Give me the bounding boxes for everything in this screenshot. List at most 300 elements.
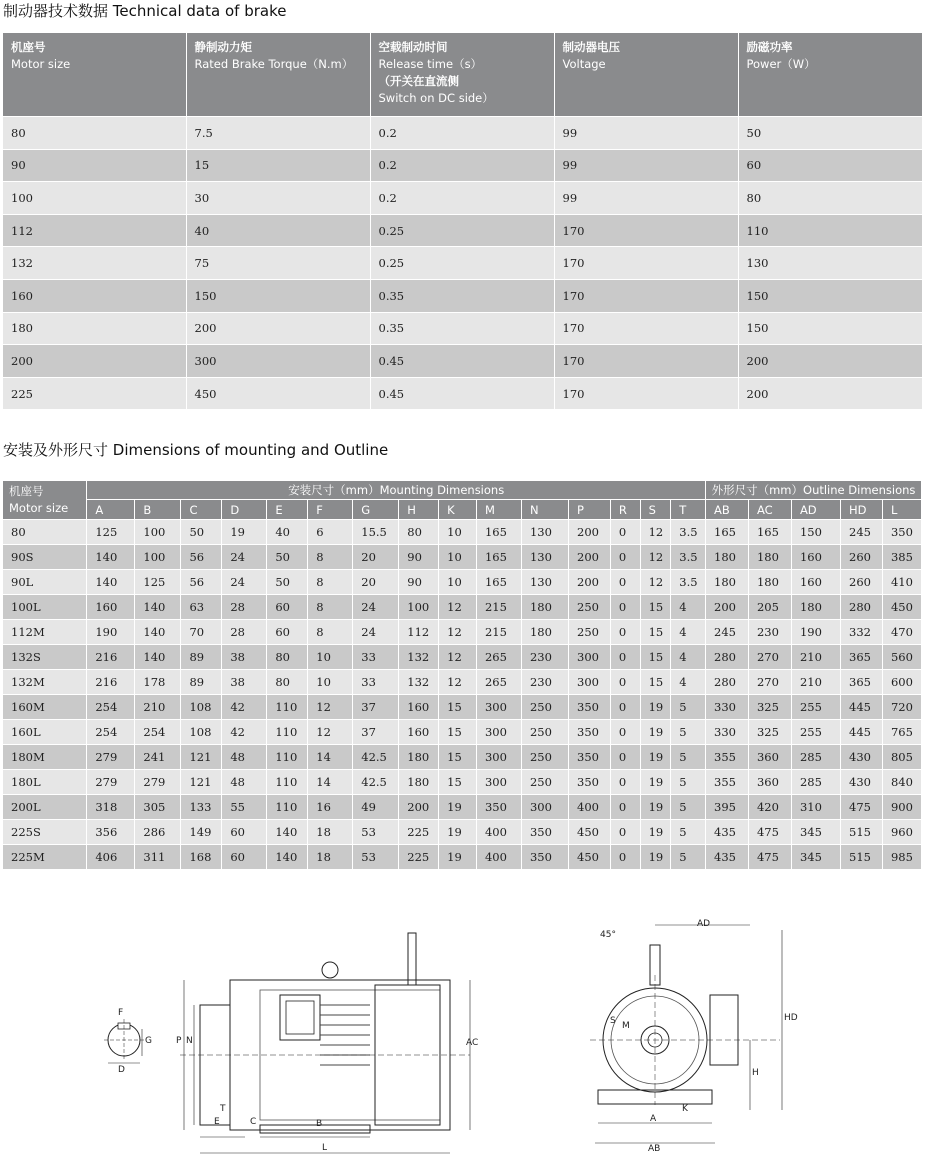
dim-cell: 430 [841,770,883,795]
brake-cell: 0.25 [370,247,554,280]
dim-cell: 360 [748,770,791,795]
dim-cell: 100 [135,520,181,545]
dim-cell: 168 [181,845,222,870]
label-B: B [316,1119,323,1129]
dim-cell: 900 [882,795,921,820]
brake-data-heading: 制动器技术数据 Technical data of brake [3,2,287,20]
brake-cell: 90 [3,149,186,182]
dim-cell: 133 [181,795,222,820]
label-N: N [186,1036,193,1046]
brake-row [3,247,922,280]
dim-cell: 0 [610,595,640,620]
dim-cell: 10 [439,545,477,570]
brake-row [3,312,922,345]
dim-cell: 210 [791,670,840,695]
dim-row [3,795,922,820]
dim-cell: 3.5 [671,520,706,545]
dim-cell: 12 [439,620,477,645]
dim-column-header: AD [791,500,840,520]
brake-cell: 75 [186,247,370,280]
brake-cell: 170 [554,247,738,280]
brake-cell: 200 [738,345,922,378]
dim-cell: 165 [476,545,521,570]
dim-cell: 960 [882,820,921,845]
brake-cell: 0.25 [370,214,554,247]
brake-cell: 170 [554,312,738,345]
dim-cell: 37 [353,695,399,720]
dim-cell: 180 [521,595,568,620]
brake-cell: 99 [554,149,738,182]
dim-cell: 19 [640,720,671,745]
dim-cell: 0 [610,670,640,695]
dim-cell: 160 [791,570,840,595]
dim-cell: 400 [569,795,611,820]
brake-cell: 110 [738,214,922,247]
brake-cell: 150 [186,279,370,312]
brake-cell: 170 [554,214,738,247]
brake-cell: 60 [738,149,922,182]
dim-cell: 365 [841,670,883,695]
dim-cell: 165 [476,520,521,545]
dim-cell: 254 [87,720,135,745]
brake-cell: 300 [186,345,370,378]
label-angle: 45° [600,930,616,940]
dim-cell: 330 [706,695,749,720]
dim-cell: 180L [3,770,87,795]
dim-row [3,620,922,645]
dim-cell: 0 [610,795,640,820]
dim-cell: 420 [748,795,791,820]
dim-cell: 279 [87,745,135,770]
label-E: E [214,1117,220,1127]
dim-cell: 215 [476,595,521,620]
dim-cell: 300 [569,645,611,670]
dim-row [3,845,922,870]
label-M: M [622,1021,630,1031]
dim-cell: 400 [476,845,521,870]
label-S: S [610,1016,616,1026]
dim-cell: 345 [791,820,840,845]
dim-cell: 132 [399,645,439,670]
brake-cell: 170 [554,377,738,409]
dim-cell: 19 [640,795,671,820]
dim-cell: 270 [748,645,791,670]
dim-cell: 165 [476,570,521,595]
dim-row [3,745,922,770]
dim-cell: 250 [569,620,611,645]
dim-cell: 19 [439,820,477,845]
brake-cell: 50 [738,117,922,150]
dim-cell: 125 [135,570,181,595]
dimensions-table [3,481,922,869]
dim-cell: 245 [841,520,883,545]
label-L: L [322,1143,328,1153]
dim-cell: 332 [841,620,883,645]
dim-cell: 130 [521,570,568,595]
dim-cell: 345 [791,845,840,870]
dim-cell: 49 [353,795,399,820]
dim-cell: 180 [748,545,791,570]
brake-table-header-row [3,33,922,117]
dim-cell: 5 [671,695,706,720]
dim-column-header: H [399,500,439,520]
dim-cell: 0 [610,520,640,545]
dim-cell: 470 [882,620,921,645]
brake-cell: 30 [186,182,370,215]
dim-cell: 254 [87,695,135,720]
dim-cell: 200 [569,545,611,570]
dim-cell: 8 [308,595,353,620]
dim-cell: 250 [521,745,568,770]
header-motor-size: 机座号 Motor size [3,33,186,117]
dim-cell: 42.5 [353,770,399,795]
brake-row [3,377,922,409]
dim-cell: 5 [671,720,706,745]
dim-cell: 140 [135,595,181,620]
dim-cell: 300 [476,720,521,745]
dim-cell: 285 [791,745,840,770]
dim-cell: 365 [841,645,883,670]
dim-cell: 56 [181,545,222,570]
dim-cell: 445 [841,695,883,720]
brake-cell: 0.2 [370,182,554,215]
brake-cell: 132 [3,247,186,280]
dim-cell: 15 [439,695,477,720]
brake-cell: 7.5 [186,117,370,150]
dim-cell: 108 [181,695,222,720]
brake-cell: 170 [554,279,738,312]
label-HD: HD [784,1013,798,1023]
label-A: A [650,1114,657,1124]
dim-cell: 48 [222,745,267,770]
dim-cell: 48 [222,770,267,795]
header-power: 励磁功率 Power（W） [738,33,922,117]
dim-column-header: C [181,500,222,520]
brake-row [3,345,922,378]
motor-side-view-drawing [170,925,490,1160]
label-C: C [250,1117,257,1127]
dim-cell: 300 [476,745,521,770]
dim-cell: 15 [640,645,671,670]
dim-cell: 190 [87,620,135,645]
dim-cell: 12 [640,545,671,570]
dim-cell: 80 [399,520,439,545]
dim-cell: 200 [569,520,611,545]
dim-cell: 140 [87,545,135,570]
dim-cell: 355 [706,770,749,795]
dim-column-header: HD [841,500,883,520]
dim-cell: 12 [640,520,671,545]
dim-cell: 8 [308,620,353,645]
dim-cell: 279 [87,770,135,795]
dim-cell: 178 [135,670,181,695]
dim-cell: 50 [267,545,308,570]
dim-cell: 19 [222,520,267,545]
dim-row [3,670,922,695]
dim-cell: 350 [521,820,568,845]
brake-cell: 0.45 [370,345,554,378]
dim-column-header: R [610,500,640,520]
dim-column-header: B [135,500,181,520]
dim-cell: 60 [222,820,267,845]
dim-row [3,595,922,620]
brake-cell: 40 [186,214,370,247]
dim-cell: 0 [610,545,640,570]
brake-cell: 150 [738,279,922,312]
dim-cell: 33 [353,645,399,670]
dim-cell: 180 [399,770,439,795]
brake-cell: 80 [738,182,922,215]
dim-cell: 60 [222,845,267,870]
dim-cell: 0 [610,570,640,595]
dim-cell: 100 [135,545,181,570]
dim-cell: 56 [181,570,222,595]
dim-cell: 28 [222,595,267,620]
dim-cell: 180 [521,620,568,645]
dim-cell: 350 [569,745,611,770]
dim-cell: 10 [308,645,353,670]
brake-technical-data-table [3,33,923,409]
brake-cell: 450 [186,377,370,409]
dim-cell: 33 [353,670,399,695]
dim-cell: 160M [3,695,87,720]
dim-row [3,720,922,745]
dim-cell: 300 [476,770,521,795]
dim-cell: 325 [748,720,791,745]
dim-cell: 112M [3,620,87,645]
dim-cell: 0 [610,770,640,795]
dim-cell: 160 [399,695,439,720]
dim-cell: 38 [222,670,267,695]
dim-cell: 180 [791,595,840,620]
dim-cell: 4 [671,620,706,645]
dim-cell: 140 [87,570,135,595]
dim-cell: 42 [222,720,267,745]
dim-cell: 110 [267,770,308,795]
dim-column-header: AC [748,500,791,520]
header-brake-torque: 静制动力矩 Rated Brake Torque（N.m） [186,33,370,117]
dim-cell: 435 [706,820,749,845]
dim-cell: 180M [3,745,87,770]
label-AB: AB [648,1144,661,1154]
dim-cell: 230 [521,670,568,695]
label-G: G [145,1036,152,1046]
brake-cell: 0.45 [370,377,554,409]
dim-cell: 311 [135,845,181,870]
dim-cell: 100 [399,595,439,620]
dim-cell: 318 [87,795,135,820]
brake-cell: 0.2 [370,149,554,182]
dim-cell: 230 [748,620,791,645]
dim-column-header: E [267,500,308,520]
dim-cell: 445 [841,720,883,745]
brake-cell: 170 [554,345,738,378]
dim-cell: 305 [135,795,181,820]
brake-cell: 180 [3,312,186,345]
dim-cell: 3.5 [671,570,706,595]
dim-cell: 280 [706,645,749,670]
dim-cell: 165 [706,520,749,545]
dim-cell: 140 [135,620,181,645]
dim-cell: 60 [267,595,308,620]
dim-cell: 80 [267,645,308,670]
dim-cell: 19 [640,820,671,845]
header-outline-dimensions: 外形尺寸（mm）Outline Dimensions [706,481,922,500]
brake-cell: 200 [738,377,922,409]
label-AC: AC [466,1038,479,1048]
dim-cell: 160 [87,595,135,620]
dim-cell: 450 [569,820,611,845]
dim-cell: 125 [87,520,135,545]
brake-cell: 160 [3,279,186,312]
dim-cell: 132S [3,645,87,670]
dim-cell: 400 [476,820,521,845]
dim-cell: 130 [521,520,568,545]
dim-cell: 250 [521,695,568,720]
dim-cell: 90 [399,545,439,570]
dim-cell: 19 [439,795,477,820]
dim-cell: 3.5 [671,545,706,570]
dim-cell: 300 [521,795,568,820]
dim-cell: 190 [791,620,840,645]
dim-cell: 16 [308,795,353,820]
dim-column-header: F [308,500,353,520]
dim-cell: 15.5 [353,520,399,545]
dim-row [3,820,922,845]
label-D: D [118,1065,125,1073]
dim-cell: 108 [181,720,222,745]
brake-row [3,117,922,150]
dim-cell: 286 [135,820,181,845]
dim-cell: 475 [748,820,791,845]
dim-column-header: AB [706,500,749,520]
dim-cell: 515 [841,845,883,870]
dim-cell: 110 [267,745,308,770]
dim-row [3,570,922,595]
brake-cell: 200 [3,345,186,378]
brake-cell: 0.2 [370,117,554,150]
dim-cell: 40 [267,520,308,545]
dim-cell: 121 [181,770,222,795]
dim-cell: 255 [791,720,840,745]
dim-cell: 19 [640,745,671,770]
label-H: H [752,1068,759,1078]
dim-cell: 20 [353,570,399,595]
dim-cell: 216 [87,670,135,695]
dim-cell: 24 [353,620,399,645]
dim-cell: 180 [399,745,439,770]
dim-cell: 10 [439,520,477,545]
label-K: K [682,1104,688,1114]
dim-cell: 0 [610,720,640,745]
dim-cell: 265 [476,645,521,670]
dim-cell: 19 [640,695,671,720]
dim-cell: 24 [353,595,399,620]
shaft-section-drawing [100,1003,160,1073]
dim-cell: 80 [3,520,87,545]
label-F: F [118,1008,124,1018]
dim-column-header: A [87,500,135,520]
dim-cell: 0 [610,820,640,845]
dim-cell: 260 [841,545,883,570]
dim-cell: 42.5 [353,745,399,770]
label-AD: AD [697,919,711,929]
dim-column-header: L [882,500,921,520]
dim-cell: 63 [181,595,222,620]
dim-cell: 250 [521,770,568,795]
dim-cell: 19 [640,770,671,795]
label-T: T [220,1104,226,1114]
dim-column-header: G [353,500,399,520]
dim-cell: 720 [882,695,921,720]
dim-cell: 160 [791,545,840,570]
dim-cell: 10 [308,670,353,695]
dim-cell: 38 [222,645,267,670]
dim-cell: 24 [222,570,267,595]
dim-cell: 280 [706,670,749,695]
dim-cell: 250 [569,595,611,620]
brake-cell: 100 [3,182,186,215]
dim-cell: 12 [308,695,353,720]
dim-cell: 0 [610,745,640,770]
dim-cell: 53 [353,820,399,845]
dim-row [3,695,922,720]
dim-cell: 350 [521,845,568,870]
dim-cell: 4 [671,595,706,620]
dim-cell: 350 [569,770,611,795]
dimensions-heading: 安装及外形尺寸 Dimensions of mounting and Outline [3,441,389,459]
brake-cell: 130 [738,247,922,280]
brake-cell: 99 [554,182,738,215]
brake-row [3,279,922,312]
dim-cell: 430 [841,745,883,770]
dim-cell: 300 [569,670,611,695]
dim-cell: 475 [748,845,791,870]
dim-cell: 60 [267,620,308,645]
dim-cell: 350 [476,795,521,820]
brake-row [3,214,922,247]
dim-row [3,770,922,795]
brake-cell: 200 [186,312,370,345]
dim-cell: 560 [882,645,921,670]
dim-cell: 180 [748,570,791,595]
brake-cell: 80 [3,117,186,150]
dim-column-header: K [439,500,477,520]
brake-cell: 15 [186,149,370,182]
dim-cell: 180 [706,545,749,570]
dim-cell: 12 [439,645,477,670]
brake-row [3,182,922,215]
dim-cell: 165 [748,520,791,545]
dim-cell: 805 [882,745,921,770]
dim-cell: 450 [569,845,611,870]
dim-cell: 285 [791,770,840,795]
dim-cell: 225 [399,845,439,870]
dim-cell: 150 [791,520,840,545]
dim-cell: 225 [399,820,439,845]
dim-cell: 160L [3,720,87,745]
dim-cell: 5 [671,795,706,820]
dim-cell: 600 [882,670,921,695]
dim-cell: 15 [439,720,477,745]
dim-cell: 0 [610,845,640,870]
dim-column-header: M [476,500,521,520]
dim-group-header-row [3,481,922,500]
brake-cell: 150 [738,312,922,345]
dim-cell: 840 [882,770,921,795]
dim-cell: 250 [521,720,568,745]
dim-cell: 12 [439,670,477,695]
